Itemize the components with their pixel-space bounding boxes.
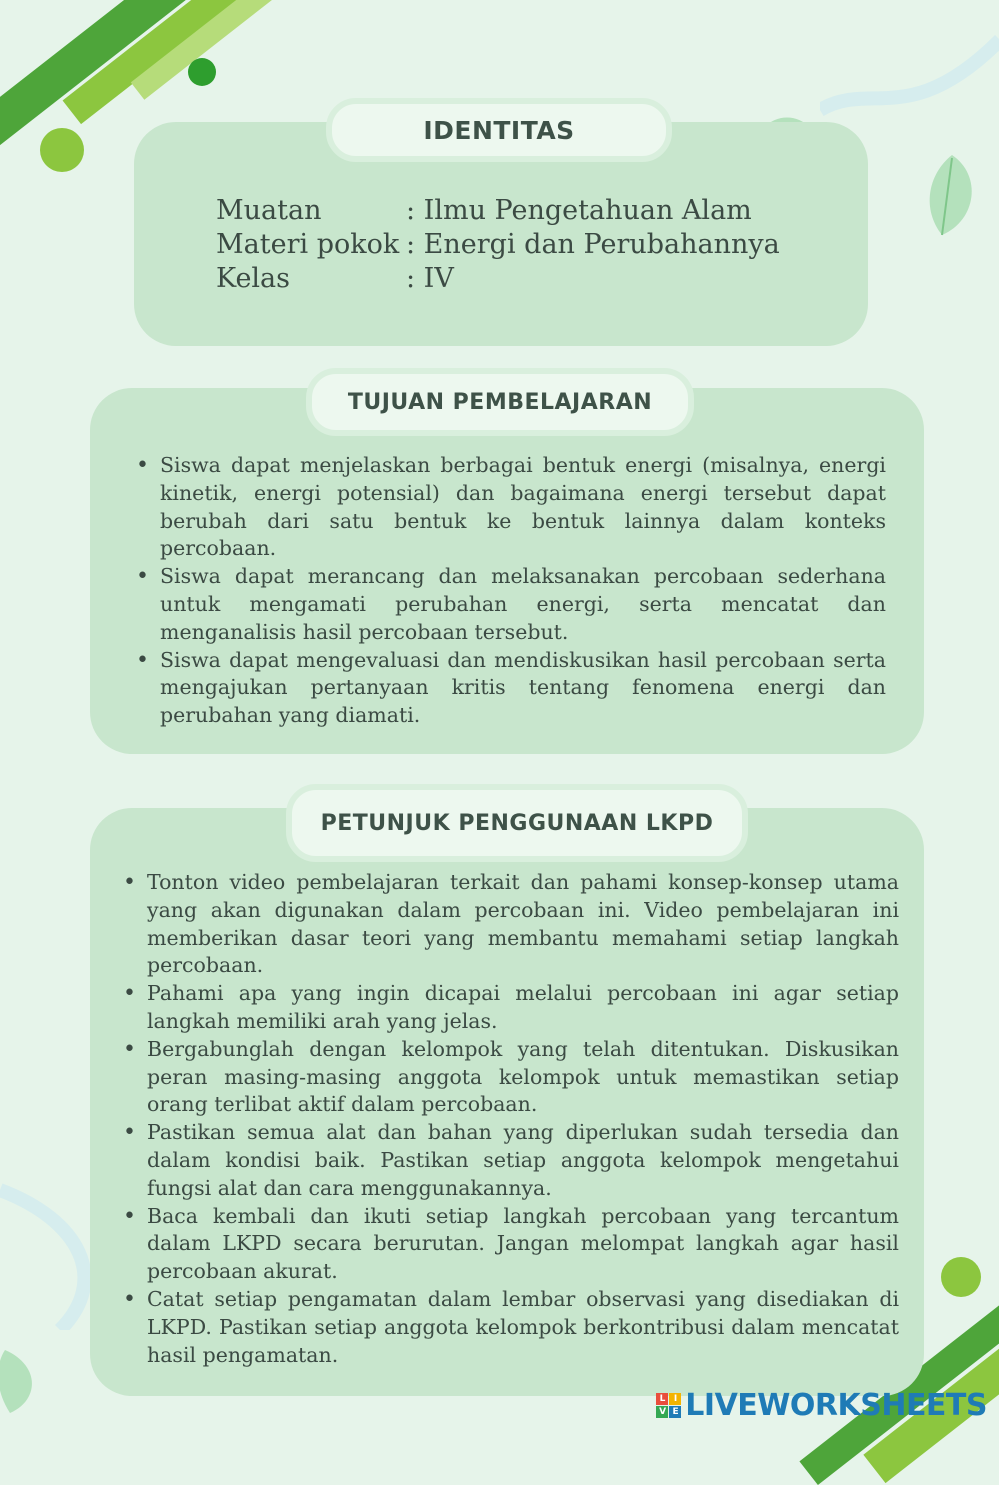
identitas-label: Materi pokok <box>216 229 400 260</box>
list-item: • Siswa dapat mengevaluasi dan mendiskusikan hasil percobaan serta mengajukan pertanyaan kritis tentang fenomena energi dan perubahan yang diamati. <box>134 647 886 730</box>
identitas-value: : Energi dan Perubahannya <box>406 229 780 260</box>
identitas-info <box>216 194 780 296</box>
list-item: • Bergabunglah dengan kelompok yang telah ditentukan. Diskusikan peran masing-masing anggota kelompok untuk memastikan setiap orang terlibat aktif dalam percobaan. <box>121 1036 899 1119</box>
tujuan-list <box>134 452 886 730</box>
identitas-title: IDENTITAS <box>326 98 672 162</box>
tujuan-title: TUJUAN PEMBELAJARAN <box>306 368 694 436</box>
liveworksheets-logo <box>656 1388 987 1423</box>
leaf-icon <box>922 150 982 244</box>
list-item: • Pahami apa yang ingin dicapai melalui percobaan ini agar setiap langkah memiliki arah yang jelas. <box>121 980 899 1036</box>
list-item: • Siswa dapat menjelaskan berbagai bentuk energi (misalnya, energi kinetik, energi potensial) dan bagaimana energi tersebut dapat berubah dari satu bentuk ke bentuk lainnya dalam konteks percobaan. <box>134 452 886 563</box>
list-item: • Catat setiap pengamatan dalam lembar observasi yang disediakan di LKPD. Pastikan setiap anggota kelompok berkontribusi dalam mencatat hasil pengamatan. <box>121 1286 899 1369</box>
logo-letter: E <box>669 1406 681 1418</box>
list-item: • Siswa dapat merancang dan melaksanakan percobaan sederhana untuk mengamati perubahan energi, serta mencatat dan menganalisis hasil percobaan tersebut. <box>134 563 886 646</box>
logo-letter: L <box>656 1393 668 1405</box>
leaf-icon <box>0 1345 40 1419</box>
petunjuk-title: PETUNJUK PENGGUNAAN LKPD <box>286 784 748 862</box>
list-item: • Baca kembali dan ikuti setiap langkah percobaan yang tercantum dalam LKPD secara berurutan. Jangan melompat langkah agar hasil percobaan akurat. <box>121 1203 899 1286</box>
identitas-row-materi <box>216 228 780 262</box>
identitas-value: : IV <box>406 263 454 294</box>
wave-decoration <box>820 0 999 144</box>
logo-letter: I <box>669 1393 681 1405</box>
identitas-label: Muatan <box>216 195 322 226</box>
identitas-row-kelas <box>216 262 780 296</box>
list-item: • Tonton video pembelajaran terkait dan pahami konsep-konsep utama yang akan digunakan dalam percobaan ini. Video pembelajaran ini memberikan dasar teori yang membantu memahami setiap langkah percobaan. <box>121 869 899 980</box>
logo-letter: V <box>656 1406 668 1418</box>
petunjuk-list <box>121 869 899 1369</box>
list-item: • Pastikan semua alat dan bahan yang diperlukan sudah tersedia dan dalam kondisi baik. Pastikan setiap anggota kelompok mengetahui fungsi alat dan cara menggunakannya. <box>121 1119 899 1202</box>
identitas-value: : Ilmu Pengetahuan Alam <box>406 195 752 226</box>
liveworksheets-logo-icon <box>656 1393 681 1418</box>
identitas-label: Kelas <box>216 263 291 294</box>
identitas-row-muatan <box>216 194 780 228</box>
liveworksheets-logo-text: LIVEWORKSHEETS <box>685 1388 987 1423</box>
